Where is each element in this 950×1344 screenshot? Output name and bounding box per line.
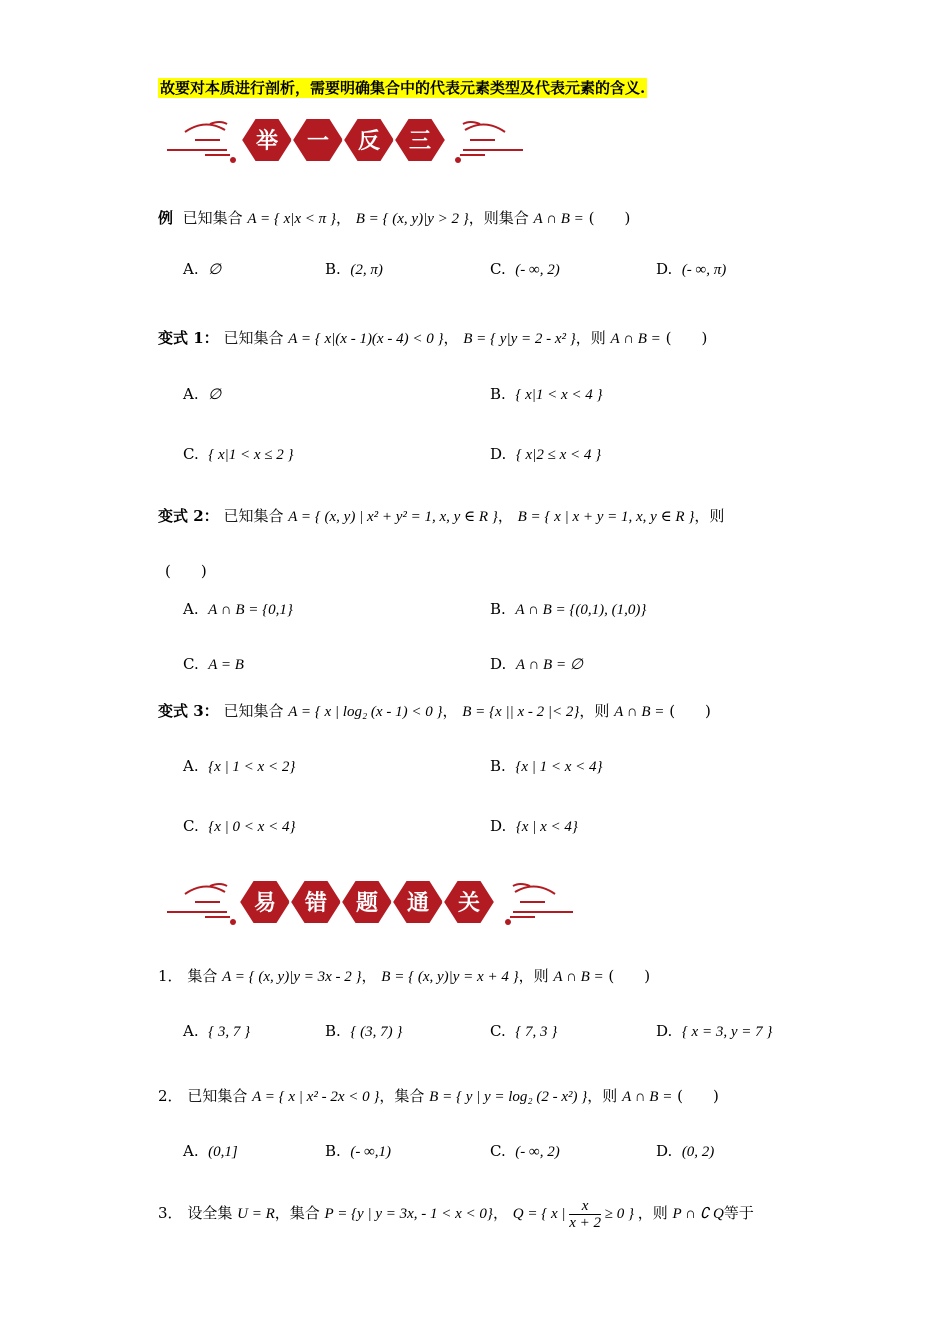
option-label: D.: [656, 260, 673, 278]
option-value: { x|1 < x < 4 }: [515, 387, 603, 403]
option-a[interactable]: [183, 757, 295, 776]
question-lead: 集合: [187, 967, 218, 985]
option-label: B.: [490, 757, 506, 775]
option-value: (0, 2): [681, 1144, 715, 1160]
option-label: A.: [183, 1142, 199, 1160]
question-lead: 已知集合: [187, 1087, 248, 1105]
option-value: { 3, 7 }: [208, 1024, 251, 1040]
fraction-denominator: x + 2: [569, 1215, 601, 1231]
option-value: (0,1]: [208, 1144, 238, 1160]
example-question: [158, 207, 630, 228]
option-label: C.: [490, 1142, 506, 1160]
banner-char: 举: [255, 129, 279, 154]
option-b[interactable]: [490, 385, 603, 404]
option-c[interactable]: [183, 445, 294, 464]
set-a: A = { x | log₂ (x - 1) < 0 }: [288, 704, 443, 720]
option-label: B.: [490, 385, 506, 403]
set-q: [512, 1198, 638, 1231]
variant-2-question: [158, 505, 724, 526]
answer-blank: ( ): [677, 1087, 719, 1105]
question-tail: ，则: [579, 702, 610, 720]
option-c[interactable]: [490, 260, 560, 279]
option-label: B.: [325, 1022, 341, 1040]
variant-1-question: [158, 327, 707, 348]
option-label: D.: [490, 445, 507, 463]
question-lead: 已知集合: [223, 702, 284, 720]
option-label: D.: [490, 655, 507, 673]
set-b: B = { x | x + y = 1, x, y ∈ R }: [517, 509, 695, 525]
question-ask: A ∩ B =: [610, 331, 661, 347]
option-value: { x|1 < x ≤ 2 }: [208, 447, 294, 463]
set-a: A = { x|(x - 1)(x - 4) < 0 }: [288, 331, 444, 347]
banner-char: 关: [457, 891, 481, 916]
option-label: C.: [183, 445, 199, 463]
option-a[interactable]: [183, 1142, 238, 1161]
option-d[interactable]: [490, 817, 578, 836]
option-label: A.: [183, 600, 199, 618]
answer-blank: ( ): [669, 702, 711, 720]
option-label: C.: [183, 817, 199, 835]
question-tail: ，则: [587, 1087, 618, 1105]
question-lead: 设全集: [187, 1203, 233, 1222]
set-b: B = {x || x - 2 |< 2}: [462, 704, 580, 720]
answer-blank: ( ): [608, 967, 651, 985]
option-b[interactable]: [490, 600, 646, 619]
question-number: 3．: [158, 1203, 183, 1222]
example-label: 例: [158, 209, 174, 227]
answer-blank-text: ( ): [165, 562, 207, 580]
question-ask: A ∩ B =: [622, 1089, 673, 1105]
separator: ，: [497, 507, 513, 525]
separator: ，: [442, 702, 458, 720]
option-label: A.: [183, 757, 199, 775]
banner-char: 三: [408, 129, 432, 154]
banner-decoration: [165, 872, 575, 934]
banner-char: 反: [357, 129, 381, 154]
option-a[interactable]: [183, 600, 293, 619]
option-a[interactable]: [183, 260, 221, 279]
separator: ，: [492, 1203, 508, 1222]
question-ask: P ∩ ∁ Q: [672, 1205, 724, 1222]
option-value: A ∩ B = {(0,1), (1,0)}: [515, 602, 647, 618]
option-value: A = B: [208, 657, 244, 673]
question-lead: 已知集合: [223, 329, 284, 347]
note-text: 故要对本质进行剖析，需要明确集合中的代表元素类型及代表元素的含义.: [160, 79, 646, 97]
option-c[interactable]: [490, 1142, 560, 1161]
question-ask: A ∩ B =: [614, 704, 665, 720]
banner-char: 通: [406, 891, 430, 916]
option-c[interactable]: [183, 655, 244, 674]
option-value: { 7, 3 }: [515, 1024, 558, 1040]
set-b: B = { y|y = 2 - x² }: [463, 331, 576, 347]
option-value: ∅: [208, 262, 222, 278]
separator: ，集合: [379, 1087, 425, 1105]
question-tail: ，则集合: [468, 209, 529, 227]
banner-char: 错: [304, 891, 328, 916]
question-ask: A ∩ B =: [533, 211, 584, 227]
option-label: C.: [490, 1022, 506, 1040]
option-value: { x = 3, y = 7 }: [681, 1024, 773, 1040]
set-q-suffix: ≥ 0 }: [604, 1205, 634, 1222]
set-q-prefix: Q = { x |: [512, 1205, 566, 1222]
section-banner-practice: [165, 110, 525, 172]
answer-blank: [165, 560, 207, 581]
option-label: B.: [490, 600, 506, 618]
option-value: { x|2 ≤ x < 4 }: [515, 447, 602, 463]
option-label: D.: [656, 1142, 673, 1160]
option-value: {x | 0 < x < 4}: [208, 819, 296, 835]
fraction: [569, 1198, 601, 1231]
option-value: {x | x < 4}: [515, 819, 578, 835]
option-value: (2, π): [350, 262, 383, 278]
answer-blank: ( ): [588, 209, 631, 227]
option-d[interactable]: [656, 1142, 714, 1161]
variant-label: 变式 3：: [158, 702, 219, 720]
separator: ，: [335, 209, 351, 227]
option-value: ∅: [208, 387, 222, 403]
option-value: (- ∞,1): [350, 1144, 392, 1160]
option-value: (- ∞, 2): [515, 1144, 560, 1160]
separator: ，: [361, 967, 377, 985]
question-tail: ，则: [518, 967, 549, 985]
question-1: [158, 965, 650, 986]
set-b: B = { y | y = log₂ (2 - x²) }: [429, 1089, 588, 1105]
option-label: A.: [183, 260, 199, 278]
question-number: 2．: [158, 1087, 183, 1105]
option-value: A ∩ B = ∅: [515, 657, 583, 673]
option-a[interactable]: [183, 385, 221, 404]
option-b[interactable]: [325, 260, 383, 279]
separator: ，集合: [274, 1203, 320, 1222]
option-a[interactable]: [183, 1022, 250, 1041]
set-p: P = {y | y = 3x, - 1 < x < 0}: [324, 1205, 493, 1222]
option-c[interactable]: [183, 817, 295, 836]
variant-label: 变式 2：: [158, 507, 219, 525]
set-a: A = { x | x² - 2x < 0 }: [252, 1089, 380, 1105]
option-label: A.: [183, 385, 199, 403]
option-value: (- ∞, π): [681, 262, 727, 278]
option-d[interactable]: [656, 1022, 772, 1041]
option-label: B.: [325, 260, 341, 278]
question-3: [158, 1198, 754, 1231]
banner-char: 一: [306, 129, 330, 154]
variant-3-question: [158, 700, 711, 721]
option-label: B.: [325, 1142, 341, 1160]
section-banner-mistakes: [165, 872, 575, 934]
option-label: A.: [183, 1022, 199, 1040]
option-d[interactable]: [490, 655, 583, 674]
set-a: A = { x|x < π }: [247, 211, 336, 227]
option-label: D.: [490, 817, 507, 835]
question-lead: 已知集合: [223, 507, 284, 525]
question-ask: A ∩ B =: [553, 969, 604, 985]
question-tail: ，则: [694, 507, 725, 525]
set-b: B = { (x, y)|y = x + 4 }: [381, 969, 519, 985]
set-u: U = R: [237, 1205, 275, 1222]
banner-char: 题: [355, 891, 379, 916]
set-a: A = { (x, y) | x² + y² = 1, x, y ∈ R }: [288, 509, 498, 525]
fraction-numerator: x: [581, 1198, 589, 1214]
option-b[interactable]: [490, 757, 603, 776]
option-label: C.: [490, 260, 506, 278]
question-lead: 已知集合: [182, 209, 243, 227]
banner-char: 易: [253, 891, 277, 916]
question-2: [158, 1085, 719, 1106]
set-b: B = { (x, y)|y > 2 }: [355, 211, 469, 227]
question-end: 等于: [723, 1203, 754, 1222]
option-value: (- ∞, 2): [515, 262, 560, 278]
option-value: {x | 1 < x < 2}: [208, 759, 296, 775]
question-tail: ，则: [637, 1203, 668, 1222]
option-value: {x | 1 < x < 4}: [515, 759, 603, 775]
option-d[interactable]: [656, 260, 726, 279]
option-b[interactable]: [325, 1022, 402, 1041]
option-label: C.: [183, 655, 199, 673]
separator: ，: [443, 329, 459, 347]
set-a: A = { (x, y)|y = 3x - 2 }: [222, 969, 362, 985]
option-value: A ∩ B = {0,1}: [208, 602, 293, 618]
option-b[interactable]: [325, 1142, 391, 1161]
option-c[interactable]: [490, 1022, 557, 1041]
question-number: 1．: [158, 967, 183, 985]
answer-blank: ( ): [665, 329, 708, 347]
option-d[interactable]: [490, 445, 601, 464]
banner-decoration: [165, 110, 525, 172]
variant-label: 变式 1：: [158, 329, 219, 347]
option-value: { (3, 7) }: [350, 1024, 403, 1040]
option-label: D.: [656, 1022, 673, 1040]
highlighted-note: [158, 77, 647, 98]
question-tail: ，则: [575, 329, 606, 347]
